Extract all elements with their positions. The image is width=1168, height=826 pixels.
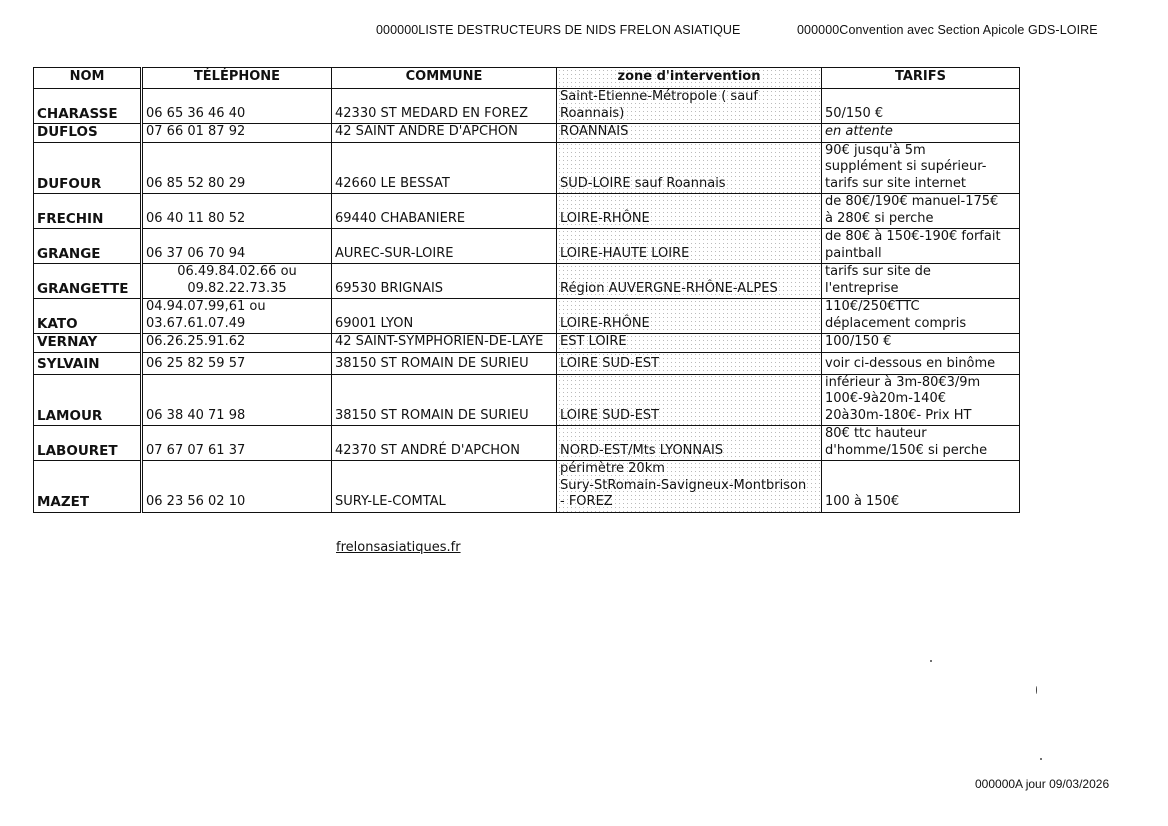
row-commune: 42370 ST ANDRÉ D'APCHON	[332, 426, 557, 461]
row-telephone: 04.94.07.99,61 ou 03.67.61.07.49	[142, 299, 332, 334]
row-tarif: 80€ ttc hauteur d'homme/150€ si perche	[822, 426, 1020, 461]
scan-speck	[930, 660, 932, 662]
row-telephone: 06 25 82 59 57	[142, 352, 332, 374]
column-header-commune: COMMUNE	[332, 68, 557, 89]
row-telephone: 06 65 36 46 40	[142, 89, 332, 124]
row-commune: 69530 BRIGNAIS	[332, 264, 557, 299]
row-telephone: 06 23 56 02 10	[142, 461, 332, 513]
row-name: LABOURET	[34, 426, 142, 461]
row-tarif: 100/150 €	[822, 334, 1020, 353]
website-note: frelonsasiatiques.fr	[336, 540, 461, 555]
row-commune: 38150 ST ROMAIN DE SURIEU	[332, 352, 557, 374]
row-name: DUFOUR	[34, 142, 142, 194]
column-header-telephone: TÉLÉPHONE	[142, 68, 332, 89]
table-row	[34, 461, 1020, 513]
row-telephone: 06 85 52 80 29	[142, 142, 332, 194]
row-zone: ROANNAIS	[557, 124, 822, 143]
row-commune: 42660 LE BESSAT	[332, 142, 557, 194]
row-name: FRECHIN	[34, 194, 142, 229]
row-commune: 38150 ST ROMAIN DE SURIEU	[332, 374, 557, 426]
table-row	[34, 352, 1020, 374]
column-header-nom: NOM	[34, 68, 142, 89]
row-telephone: 06.26.25.91.62	[142, 334, 332, 353]
row-tarif: inférieur à 3m-80€3/9m 100€-9à20m-140€ 20à30m-180€- Prix HT	[822, 374, 1020, 426]
row-zone: Saint-Etienne-Métropole ( sauf Roannais)	[557, 89, 822, 124]
row-name: GRANGE	[34, 229, 142, 264]
table-row	[34, 334, 1020, 353]
row-name: SYLVAIN	[34, 352, 142, 374]
row-zone: LOIRE SUD-EST	[557, 352, 822, 374]
row-name: CHARASSE	[34, 89, 142, 124]
row-telephone: 06.49.84.02.66 ou 09.82.22.73.35	[142, 264, 332, 299]
row-telephone: 06 40 11 80 52	[142, 194, 332, 229]
column-header-zone: zone d'intervention	[557, 68, 822, 89]
row-telephone: 07 66 01 87 92	[142, 124, 332, 143]
row-telephone: 06 38 40 71 98	[142, 374, 332, 426]
row-name: LAMOUR	[34, 374, 142, 426]
row-name: DUFLOS	[34, 124, 142, 143]
row-telephone: 07 67 07 61 37	[142, 426, 332, 461]
row-tarif: de 80€ à 150€-190€ forfait paintball	[822, 229, 1020, 264]
row-commune: 69440 CHABANIERE	[332, 194, 557, 229]
convention-note: 000000Convention avec Section Apicole GDS-LOIRE	[797, 23, 1098, 37]
row-name: GRANGETTE	[34, 264, 142, 299]
row-tarif: en attente	[822, 124, 1020, 143]
table-row	[34, 124, 1020, 143]
table-row	[34, 299, 1020, 334]
row-telephone: 06 37 06 70 94	[142, 229, 332, 264]
row-commune: 42 SAINT ANDRE D'APCHON	[332, 124, 557, 143]
row-tarif: 50/150 €	[822, 89, 1020, 124]
row-zone: LOIRE-HAUTE LOIRE	[557, 229, 822, 264]
row-tarif: tarifs sur site de l'entreprise	[822, 264, 1020, 299]
row-commune: SURY-LE-COMTAL	[332, 461, 557, 513]
table-row	[34, 229, 1020, 264]
destructors-table	[33, 67, 1020, 513]
table-header-row	[34, 68, 1020, 89]
table-row	[34, 142, 1020, 194]
row-zone: LOIRE-RHÔNE	[557, 299, 822, 334]
table-row	[34, 374, 1020, 426]
scan-speck	[1040, 758, 1042, 760]
document-title: 000000LISTE DESTRUCTEURS DE NIDS FRELON ASIATIQUE	[376, 23, 741, 37]
row-name: VERNAY	[34, 334, 142, 353]
row-zone: LOIRE SUD-EST	[557, 374, 822, 426]
row-tarif: voir ci-dessous en binôme	[822, 352, 1020, 374]
table-row	[34, 194, 1020, 229]
row-tarif: 90€ jusqu'à 5m supplément si supérieur- tarifs sur site internet	[822, 142, 1020, 194]
row-commune: 42 SAINT-SYMPHORIEN-DE-LAYE	[332, 334, 557, 353]
row-tarif: 100 à 150€	[822, 461, 1020, 513]
row-commune: 69001 LYON	[332, 299, 557, 334]
row-name: KATO	[34, 299, 142, 334]
row-zone: EST LOIRE	[557, 334, 822, 353]
table-row	[34, 89, 1020, 124]
column-header-tarifs: TARIFS	[822, 68, 1020, 89]
row-commune: 42330 ST MEDARD EN FOREZ	[332, 89, 557, 124]
row-zone: Région AUVERGNE-RHÔNE-ALPES	[557, 264, 822, 299]
row-tarif: de 80€/190€ manuel-175€ à 280€ si perche	[822, 194, 1020, 229]
row-zone: NORD-EST/Mts LYONNAIS	[557, 426, 822, 461]
update-date: 000000A jour 09/03/2026	[975, 777, 1110, 791]
row-zone: périmètre 20km Sury-StRomain-Savigneux-Montbrison - FOREZ	[557, 461, 822, 513]
row-name: MAZET	[34, 461, 142, 513]
table-row	[34, 264, 1020, 299]
row-tarif: 110€/250€TTC déplacement compris	[822, 299, 1020, 334]
row-commune: AUREC-SUR-LOIRE	[332, 229, 557, 264]
table-row	[34, 426, 1020, 461]
row-zone: SUD-LOIRE sauf Roannais	[557, 142, 822, 194]
scan-speck	[1036, 686, 1037, 694]
row-zone: LOIRE-RHÔNE	[557, 194, 822, 229]
